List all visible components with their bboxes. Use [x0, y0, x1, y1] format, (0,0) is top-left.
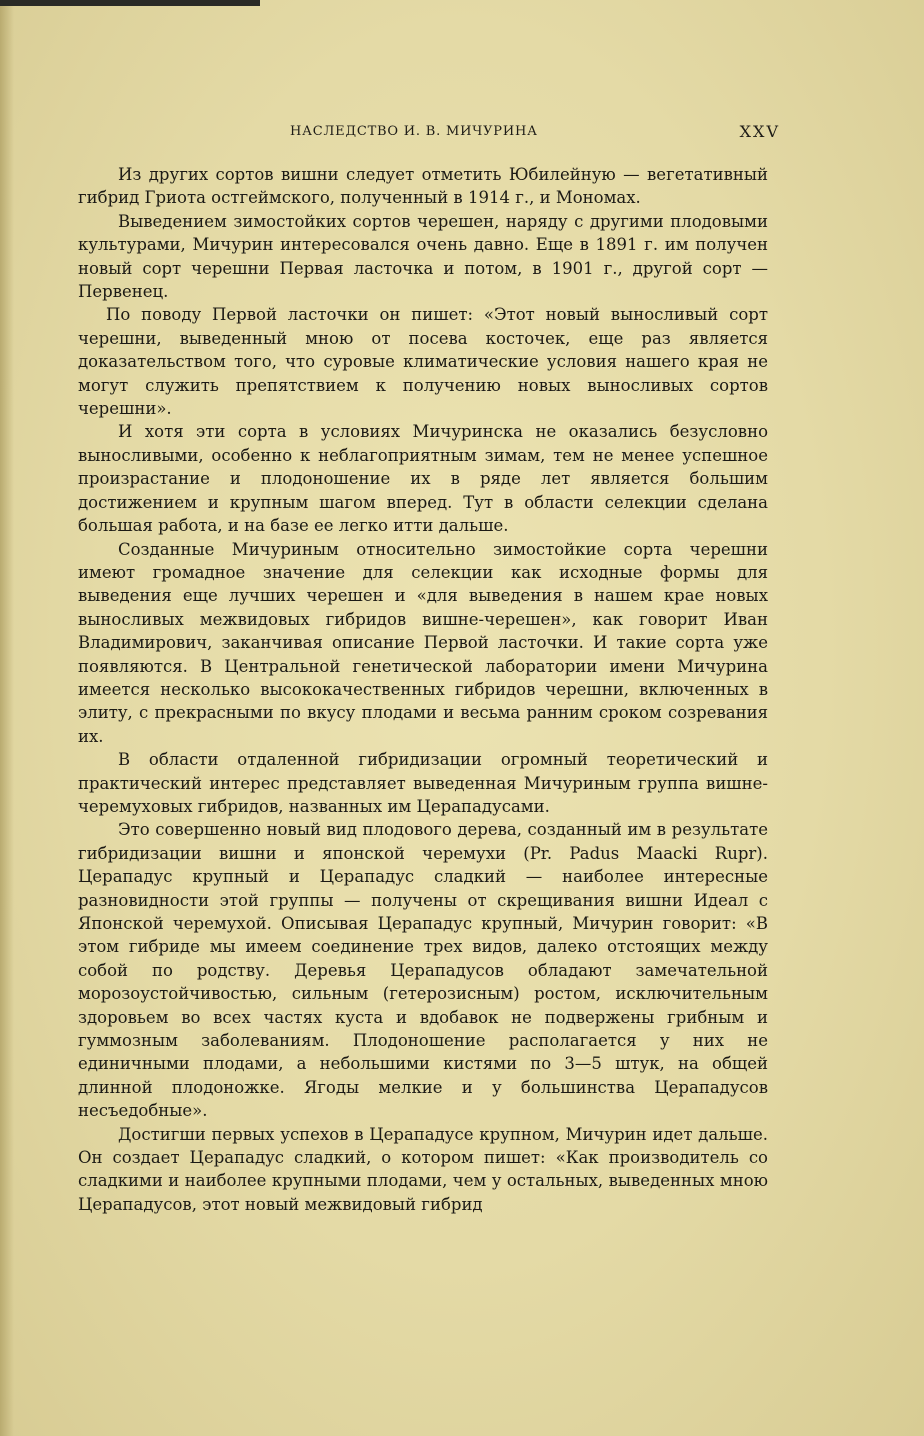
paragraph: Созданные Мичуриным относительно зимостойкие сорта черешни имеют громадное значение для селекции как исходные формы для выведения еще лучших черешен и «для выведения в нашем крае новых выносливых межвидовых гибридов вишне-черешен», как говорит Иван Владимирович, заканчивая описание Первой ласточки. И такие сорта уже появляются. В Центральной генетической лаборатории имени Мичурина имеется несколько высококачественных гибридов черешни, включенных в элиту, с прекрасными по вкусу плодами и весьма ранним сроком созревания их. — [78, 539, 768, 746]
paragraph: Достигши первых успехов в Церападусе крупном, Мичурин идет дальше. Он создает Церападус сладкий, о котором пишет: «Как производитель со сладкими и наиболее крупными плодами, чем у остальных, выведенных мною Церападусов, этот новый межвидовый гибрид — [78, 1124, 768, 1214]
scan-border — [0, 0, 260, 6]
page-number: XXV — [739, 122, 780, 141]
paragraph: По поводу Первой ласточки он пишет: «Этот новый выносливый сорт черешни, выведенный мною от посева косточек, еще раз является доказательством того, что суровые климатические условия нашего края не могут служить препятствием к получению новых выносливых сортов черешни». — [78, 305, 768, 419]
paragraph: Из других сортов вишни следует отметить Юбилейную — вегетативный гибрид Гриота остгеймского, полученный в 1914 г., и Мономах. — [78, 165, 768, 208]
body-text — [78, 163, 768, 1216]
paragraph: В области отдаленной гибридизации огромный теоретический и практический интерес представляет выведенная Мичуриным группа вишне-черемуховых гибридов, названных им Церападусами. — [78, 750, 768, 816]
paragraph: Это совершенно новый вид плодового дерева, созданный им в результате гибридизации вишни и японской черемухи (Pr. Padus Maacki Rupr). Церападус крупный и Церападус сладкий — наиболее интересные разновидности этой группы — получены от скрещивания вишни Идеал с Японской черемухой. Описывая Церападус крупный, Мичурин говорит: «В этом гибриде мы имеем соединение трех видов, далеко отстоящих между собой по родству. Деревья Церападусов обладают замечательной морозоустойчивостью, сильным (гетерозисным) ростом, исключительным здоровьем во всех частях куста и вдобавок не подвержены грибным и гуммозным заболеваниям. Плодоношение располагается у них не единичными плодами, а небольшими кистями по 3—5 штук, на общей длинной плодоножке. Ягоды мелкие и у большинства Церападусов несъедобные». — [78, 820, 768, 1121]
running-head — [80, 124, 780, 144]
paragraph: Выведением зимостойких сортов черешен, наряду с другими плодовыми культурами, Мичурин интересовался очень давно. Еще в 1891 г. им получен новый сорт черешни Первая ласточка и потом, в 1901 г., другой сорт — Первенец. — [78, 211, 768, 302]
page-edge-shadow — [0, 0, 14, 1436]
running-title: НАСЛЕДСТВО И. В. МИЧУРИНА — [290, 124, 538, 139]
paragraph: И хотя эти сорта в условиях Мичуринска не оказались безусловно выносливыми, особенно к неблагоприятным зимам, тем не менее успешное произрастание и плодоношение их в ряде лет является большим достижением и крупным шагом вперед. Тут в области селекции сделана большая работа, и на базе ее легко итти дальше. — [78, 422, 768, 536]
